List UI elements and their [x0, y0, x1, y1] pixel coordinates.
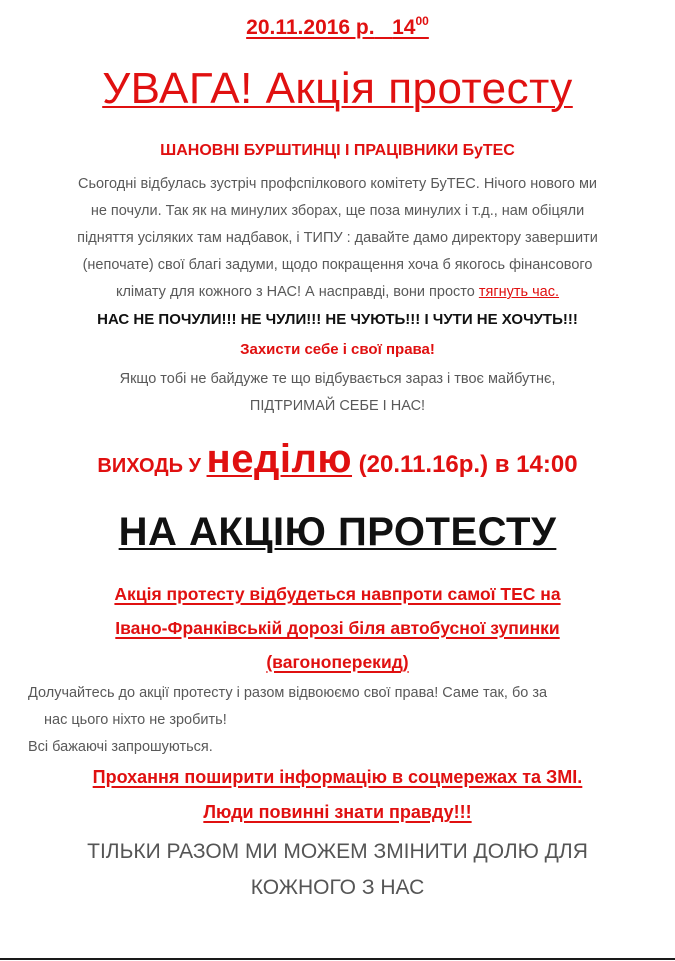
place-line: (вагоноперекид) — [266, 652, 409, 672]
paragraph-line: Сьогодні відбулась зустріч профспілкового комітету БуТЕС. Нічого нового ми — [77, 176, 598, 192]
closing-line: ТІЛЬКИ РАЗОМ МИ МОЖЕМ ЗМІНИТИ ДОЛЮ ДЛЯ — [87, 840, 588, 863]
share-request: Прохання поширити інформацію в соцмережах та ЗМІ. — [92, 767, 583, 787]
join-line: Долучайтесь до акції протесту і разом відвоюємо свої права! Саме так, бо за — [28, 685, 548, 701]
invite-line: Всі бажаючі запрошуються. — [28, 739, 213, 755]
place-line: Акція протесту відбудеться навпроти самої ТЕС на — [114, 584, 561, 604]
underlined-phrase: тягнуть час. — [478, 284, 560, 300]
paragraph-line: підняття усіляких там надбавок, і ТИПУ : давайте дамо директору завершити — [77, 230, 598, 246]
paragraph-line-last — [0, 284, 675, 300]
shout-line: НАС НЕ ПОЧУЛИ!!! НЕ ЧУЛИ!!! НЕ ЧУЮТЬ!!! І ЧУТИ НЕ ХОЧУТЬ!!! — [97, 311, 578, 328]
event-date — [0, 14, 675, 40]
paragraph-line: не почули. Так як на минулих зборах, ще поза минулих і т.д., нам обіцяли — [90, 203, 585, 219]
join-line-2: нас цього ніхто не зробить! — [44, 712, 227, 728]
go-day: неділю — [206, 437, 353, 481]
support-line: ПІДТРИМАЙ СЕБЕ І НАС! — [249, 398, 426, 414]
date-text: 20.11.2016 р. — [246, 16, 375, 39]
time-hour: 14 — [392, 16, 416, 39]
page-title: УВАГА! Акція протесту — [102, 64, 573, 113]
bottom-border — [0, 958, 675, 960]
paragraph-text: клімату для кожного з НАС! А насправді, вони просто — [115, 284, 479, 300]
paragraph-line: (непочате) свої благі задуми, щодо покращення хоча б якогось фінансового — [82, 257, 593, 273]
care-line: Якщо тобі не байдуже те що відбувається зараз і твоє майбутнє, — [119, 371, 556, 387]
protect-call: Захисти себе і свої права! — [240, 341, 435, 358]
go-prefix: ВИХОДЬ У — [97, 455, 207, 477]
go-datetime: (20.11.16р.) в 14:00 — [352, 451, 578, 478]
truth-line: Люди повинні знати правду!!! — [203, 802, 472, 822]
time-minutes: 00 — [415, 14, 429, 28]
greeting: ШАНОВНІ БУРШТИНЦІ І ПРАЦІВНИКИ БуТЕС — [160, 142, 515, 159]
place-line: Івано-Франківській дорозі біля автобусної зупинки — [115, 618, 560, 638]
action-heading: НА АКЦІЮ ПРОТЕСТУ — [118, 510, 557, 554]
go-out-line — [0, 437, 675, 482]
closing-line-2: КОЖНОГО З НАС — [250, 876, 425, 899]
